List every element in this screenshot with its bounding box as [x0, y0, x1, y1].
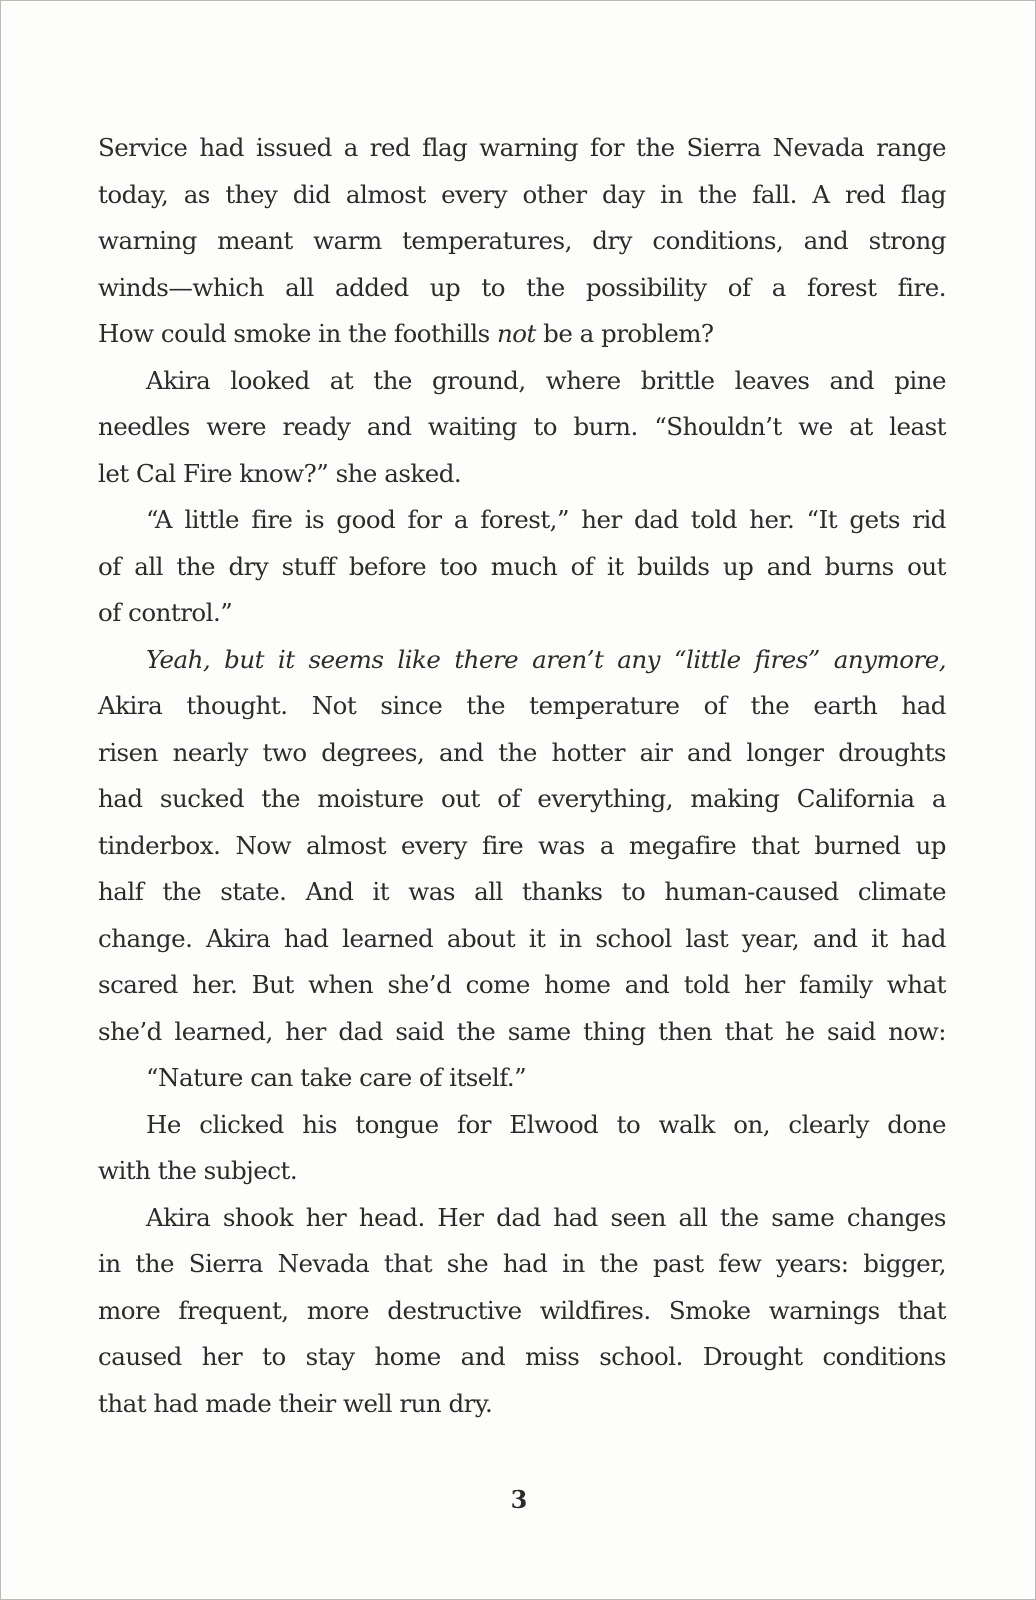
paragraph-6	[98, 1102, 946, 1195]
text-line: “Nature can take care of itself.”	[146, 1063, 527, 1092]
text-line: more frequent, more destructive wildfires. Smoke warnings that	[98, 1295, 946, 1325]
text-line: risen nearly two degrees, and the hotter air and longer droughts	[98, 737, 946, 767]
text-line: Akira shook her head. Her dad had seen all the same changes	[146, 1202, 946, 1232]
text-line: with the subject.	[98, 1156, 298, 1185]
text-line: warning meant warm temperatures, dry conditions, and strong	[98, 226, 946, 255]
text-line: scared her. But when she’d come home and told her family what	[98, 970, 946, 999]
text-line: had sucked the moisture out of everything, making California a	[98, 784, 946, 813]
paragraph-7	[98, 1195, 946, 1428]
text-line: needles were ready and waiting to burn. “Shouldn’t we at least	[98, 412, 946, 441]
text-line: caused her to stay home and miss school. Drought conditions	[98, 1342, 946, 1371]
text-line: she’d learned, her dad said the same thing then that he said now:	[98, 1016, 946, 1046]
text-line: that had made their well run dry.	[98, 1388, 493, 1418]
page-number: 3	[510, 1485, 528, 1514]
text-line: today, as they did almost every other day in the fall. A red flag	[98, 179, 946, 209]
body-text	[98, 125, 946, 1427]
paragraph-2	[98, 358, 946, 498]
text-line: He clicked his tongue for Elwood to walk on, clearly done	[146, 1109, 946, 1139]
text-line: winds—which all added up to the possibility of a forest fire.	[98, 272, 946, 302]
paragraph-5	[98, 1055, 946, 1102]
text-line: let Cal Fire know?” she asked.	[98, 458, 462, 488]
paragraph-3	[98, 497, 946, 637]
text-line: Service had issued a red flag warning for the Sierra Nevada range	[98, 133, 946, 162]
text-line: How could smoke in the foothills not be a problem?	[98, 319, 714, 348]
text-line: Akira thought. Not since the temperature of the earth had	[98, 691, 946, 720]
text-line: half the state. And it was all thanks to human-caused climate	[98, 877, 946, 906]
text-line: of all the dry stuff before too much of it builds up and burns out	[98, 551, 946, 581]
paragraph-1	[98, 125, 946, 358]
text-line: “A little fire is good for a forest,” her dad told her. “It gets rid	[146, 505, 946, 534]
text-line: Akira looked at the ground, where brittle leaves and pine	[146, 365, 946, 395]
text-line: change. Akira had learned about it in school last year, and it had	[98, 923, 946, 953]
text-line: tinderbox. Now almost every fire was a megafire that burned up	[98, 830, 946, 860]
text-line: in the Sierra Nevada that she had in the past few years: bigger,	[98, 1249, 946, 1278]
text-line: of control.”	[98, 598, 233, 627]
paragraph-4	[98, 637, 946, 1056]
text-line-italic: Yeah, but it seems like there aren’t any “little fires” anymore,	[146, 644, 946, 674]
